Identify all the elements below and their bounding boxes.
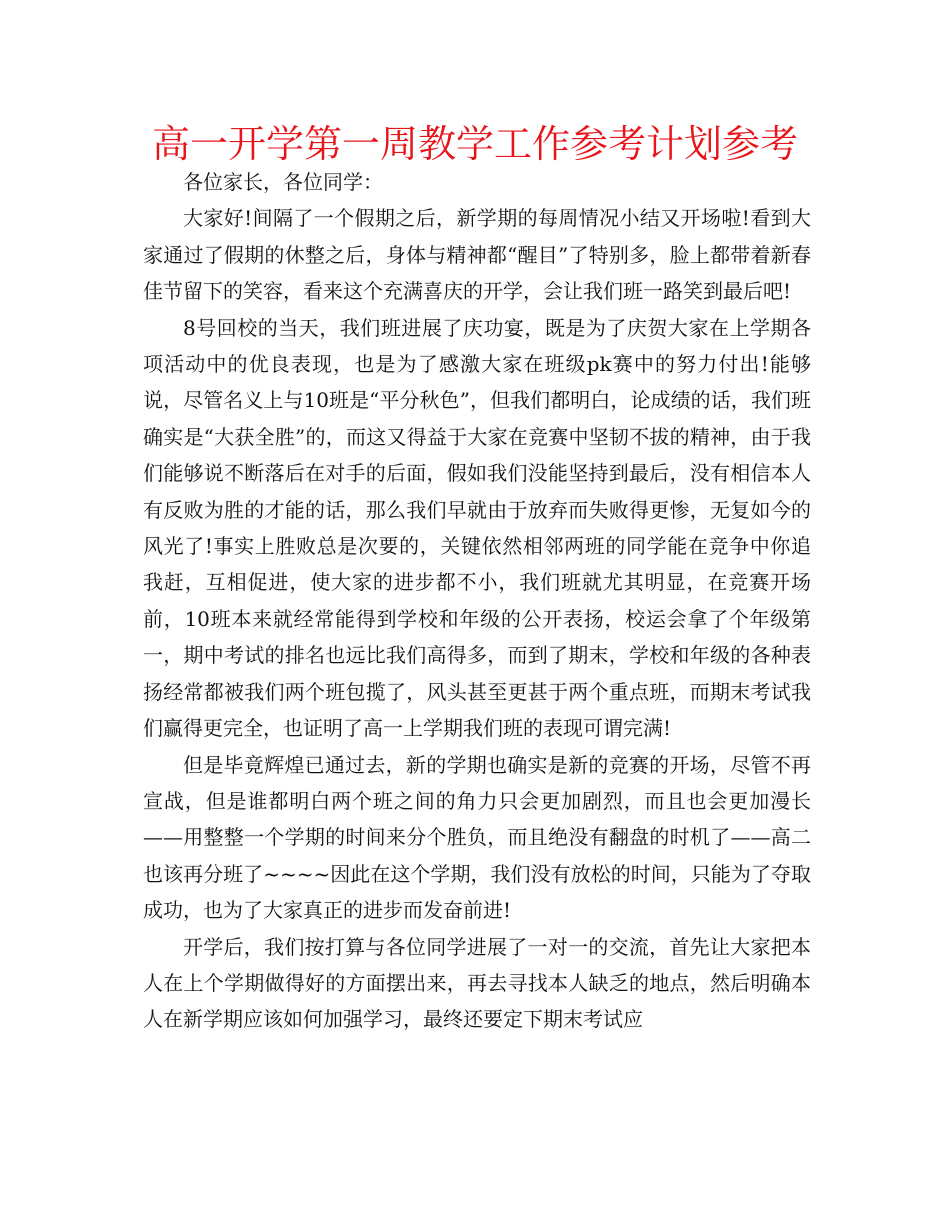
- greeting-line: 各位家长，各位同学：: [183, 170, 383, 194]
- paragraph-1: 大家好!间隔了一个假期之后，新学期的每周情况小结又开场啦!看到大家通过了假期的休整之后，身体与精神都“醒目”了特别多，脸上都带着新春佳节留下的笑容，看来这个充满喜庆的开学，会让我们班一路笑到最后吧!: [143, 206, 811, 304]
- paragraph-4: 开学后，我们按打算与各位同学进展了一对一的交流，首先让大家把本人在上个学期做得好的方面摆出来，再去寻找本人缺乏的地点，然后明确本人在新学期应该如何加强学习，最终还要定下期末考试应: [143, 934, 811, 1032]
- document-title: 高一开学第一周教学工作参考计划参考: [151, 122, 798, 166]
- paragraph-3: 但是毕竟辉煌已通过去，新的学期也确实是新的竞赛的开场，尽管不再宣战，但是谁都明白两个班之间的角力只会更加剧烈，而且也会更加漫长——用整整一个学期的时间来分个胜负，而且绝没有翻盘的时机了——高二也该再分班了~~~~因此在这个学期，我们没有放松的时间，只能为了夺取成功，也为了大家真正的进步而发奋前进!: [143, 752, 811, 923]
- document-body: [143, 164, 811, 1038]
- paragraph-2: 8号回校的当天，我们班进展了庆功宴，既是为了庆贺大家在上学期各项活动中的优良表现，也是为了感激大家在班级pk赛中的努力付出!能够说，尽管名义上与10班是“平分秋色”，但我们都明白，论成绩的话，我们班确实是“大获全胜”的，而这又得益于大家在竞赛中坚韧不拔的精神，由于我们能够说不断落后在对手的后面，假如我们没能坚持到最后，没有相信本人有反败为胜的才能的话，那么我们早就由于放弃而失败得更惨，无复如今的风光了!事实上胜败总是次要的，关键依然相邻两班的同学能在竞争中你追我赶，互相促进，使大家的进步都不小，我们班就尤其明显，在竞赛开场前，10班本来就经常能得到学校和年级的公开表扬，校运会拿了个年级第一，期中考试的排名也远比我们高得多，而到了期末，学校和年级的各种表扬经常都被我们两个班包揽了，风头甚至更甚于两个重点班，而期末考试我们赢得更完全，也证明了高一上学期我们班的表现可谓完满!: [143, 315, 811, 741]
